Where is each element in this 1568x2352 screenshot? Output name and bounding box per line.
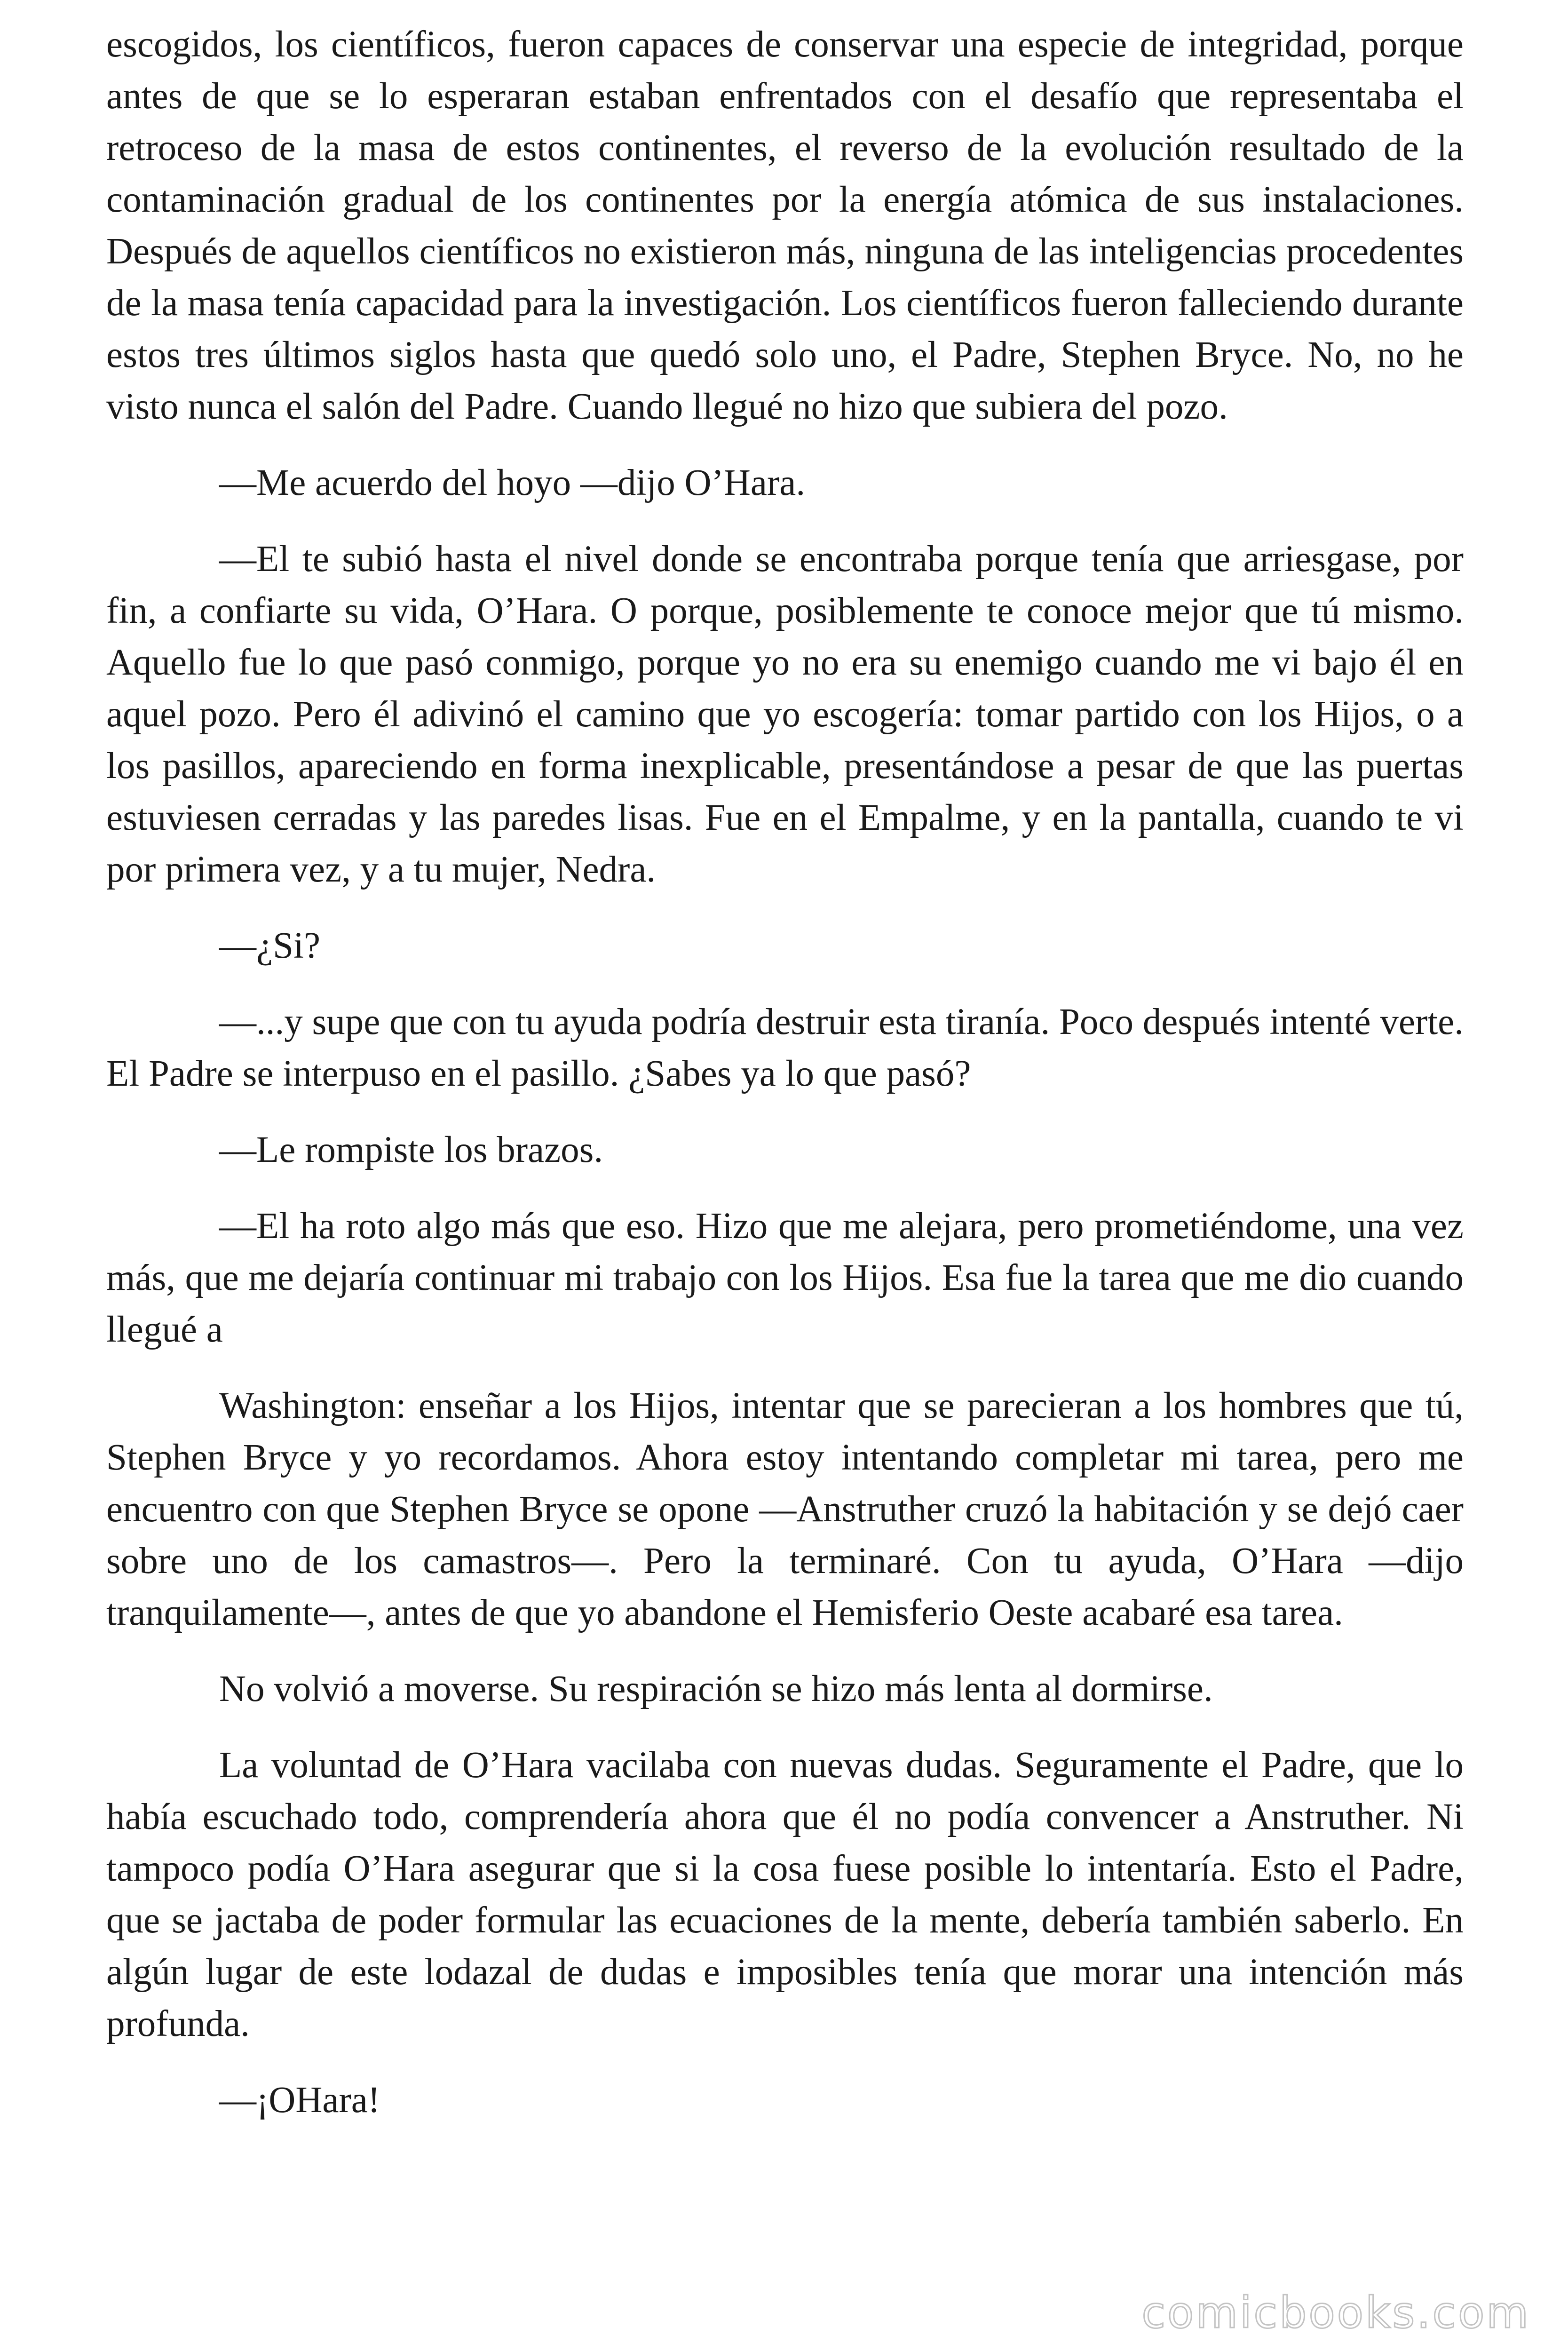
paragraph-4: —¿Si?	[219, 925, 321, 966]
paragraph-8: Washington: enseñar a los Hijos, intentar que se parecieran a los hombres que tú, Stephen Bryce y yo recordamos. Ahora estoy intentando completar mi tarea, pero me encuentro con que Stephen Bryce se opone —Anstruther cruzó la habitación y se dejó caer sobre uno de los camastros—. Pero la terminaré. Con tu ayuda, O’Hara —dijo tranquilamente—, antes de que yo abandone el Hemisferio Oeste acabaré esa tarea.	[106, 1385, 1464, 1633]
watermark: comicbooks.com	[1141, 2288, 1530, 2338]
paragraph-6: —Le rompiste los brazos.	[219, 1129, 603, 1170]
paragraph-5: —...y supe que con tu ayuda podría destruir esta tiranía. Poco después intenté verte. El Padre se interpuso en el pasillo. ¿Sabes ya lo que pasó?	[106, 1001, 1464, 1094]
paragraph-9: No volvió a moverse. Su respiración se hizo más lenta al dormirse.	[219, 1669, 1213, 1709]
paragraph-10: La voluntad de O’Hara vacilaba con nuevas dudas. Seguramente el Padre, que lo había escuchado todo, comprendería ahora que él no podía convencer a Anstruther. Ni tampoco podía O’Hara asegurar que si la cosa fuese posible lo intentaría. Esto el Padre, que se jactaba de poder formular las ecuaciones de la mente, debería también saberlo. En algún lugar de este lodazal de dudas e imposibles tenía que morar una intención más profunda.	[106, 1745, 1464, 2044]
paragraph-11: —¡OHara!	[219, 2080, 380, 2121]
page-text	[106, 19, 1464, 2151]
paragraph-1: escogidos, los científicos, fueron capaces de conservar una especie de integridad, porque antes de que se lo esperaran estaban enfrentados con el desafío que representaba el retroceso de la masa de estos continentes, el reverso de la evolución resultado de la contaminación gradual de los continentes por la energía atómica de sus instalaciones. Después de aquellos científicos no existieron más, ninguna de las inteligencias procedentes de la masa tenía capacidad para la investigación. Los científicos fueron falleciendo durante estos tres últimos siglos hasta que quedó solo uno, el Padre, Stephen Bryce. No, no he visto nunca el salón del Padre. Cuando llegué no hizo que subiera del pozo.	[106, 24, 1464, 427]
paragraph-2: —Me acuerdo del hoyo —dijo O’Hara.	[219, 462, 806, 503]
paragraph-3: —El te subió hasta el nivel donde se encontraba porque tenía que arriesgase, por fin, a confiarte su vida, O’Hara. O porque, posiblemente te conoce mejor que tú mismo. Aquello fue lo que pasó conmigo, porque yo no era su enemigo cuando me vi bajo él en aquel pozo. Pero él adivinó el camino que yo escogería: tomar partido con los Hijos, o a los pasillos, apareciendo en forma inexplicable, presentándose a pesar de que las puertas estuviesen cerradas y las paredes lisas. Fue en el Empalme, y en la pantalla, cuando te vi por primera vez, y a tu mujer, Nedra.	[106, 539, 1464, 890]
paragraph-7: —El ha roto algo más que eso. Hizo que me alejara, pero prometiéndome, una vez más, que me dejaría continuar mi trabajo con los Hijos. Esa fue la tarea que me dio cuando llegué a	[106, 1206, 1464, 1350]
